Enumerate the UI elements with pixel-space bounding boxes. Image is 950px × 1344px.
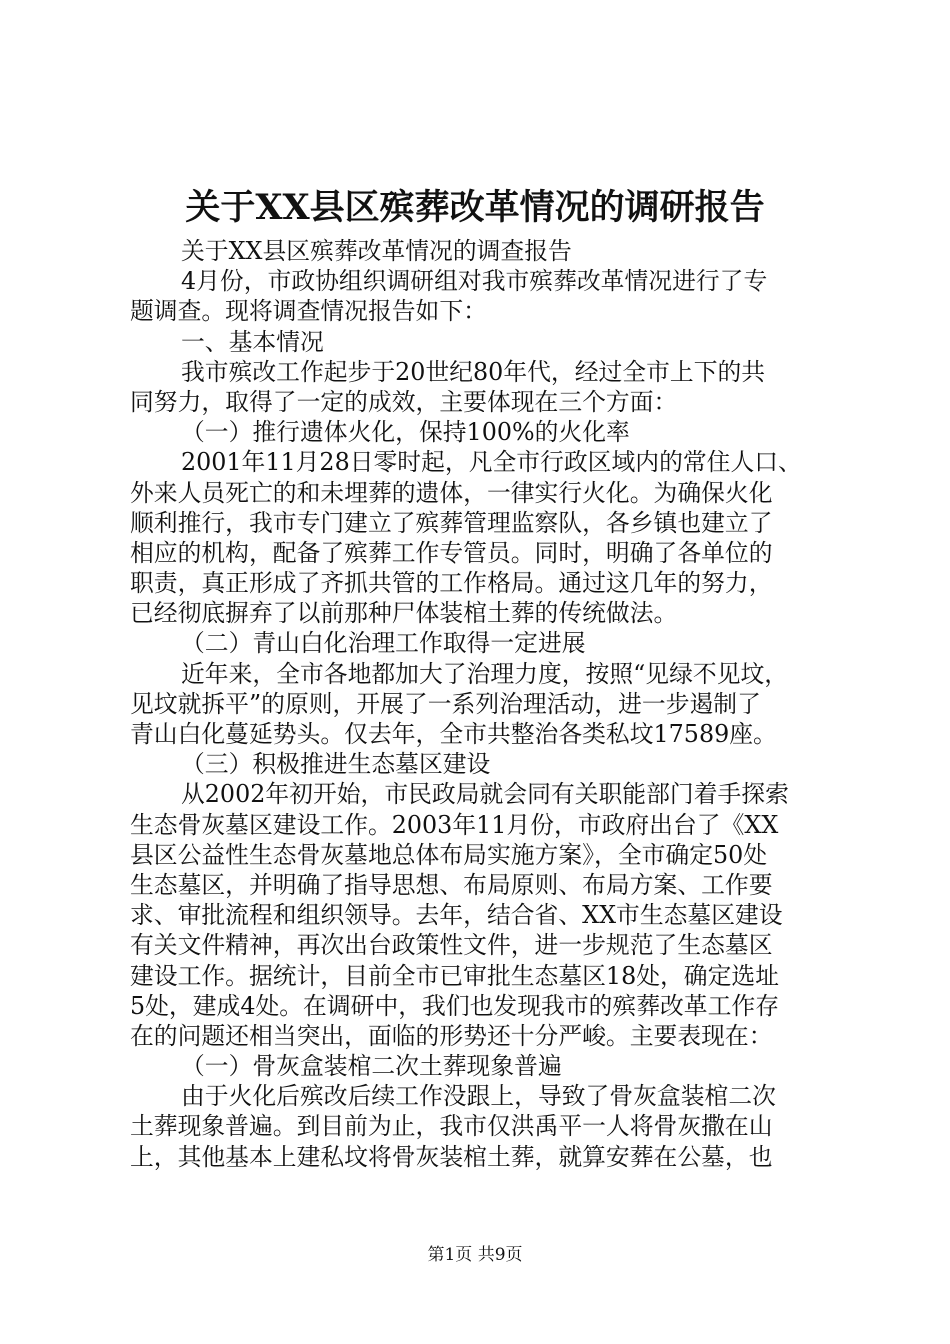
text-line: 县区公益性生态骨灰墓地总体布局实施方案》，全市确定50处 bbox=[130, 840, 768, 869]
text-line: 已经彻底摒弃了以前那种尸体装棺土葬的传统做法。 bbox=[130, 599, 678, 628]
text-line: 4月份，市政协组织调研组对我市殡葬改革情况进行了专 bbox=[181, 267, 768, 296]
document-title: 关于XX县区殡葬改革情况的调研报告 bbox=[185, 187, 765, 228]
text-line: （一）骨灰盒装棺二次土葬现象普遍 bbox=[181, 1052, 562, 1081]
text-line: 生态骨灰墓区建设工作。2003年11月份，市政府出台了《XX bbox=[130, 810, 779, 839]
text-line: 从2002年初开始，市民政局就会同有关职能部门着手探索 bbox=[181, 780, 789, 809]
text-line: 见坟就拆平”的原则，开展了一系列治理活动，进一步遏制了 bbox=[130, 689, 761, 718]
document-body bbox=[130, 236, 830, 1172]
text-line: 生态墓区，并明确了指导思想、布局原则、布局方案、工作要 bbox=[130, 870, 773, 899]
text-line: 题调查。现将调查情况报告如下： bbox=[130, 297, 487, 326]
text-line: （三）积极推进生态墓区建设 bbox=[181, 750, 491, 779]
text-line: 关于XX县区殡葬改革情况的调查报告 bbox=[181, 237, 572, 265]
text-line: 由于火化后殡改后续工作没跟上，导致了骨灰盒装棺二次 bbox=[181, 1082, 776, 1111]
text-line: 外来人员死亡的和未埋葬的遗体，一律实行火化。为确保火化 bbox=[130, 478, 773, 507]
text-line: 求、审批流程和组织领导。去年，结合省、XX市生态墓区建设 bbox=[130, 901, 783, 930]
text-line: 相应的机构，配备了殡葬工作专管员。同时，明确了各单位的 bbox=[130, 538, 773, 567]
text-line: 在的问题还相当突出，面临的形势还十分严峻。主要表现在： bbox=[130, 1021, 773, 1050]
text-line: （二）青山白化治理工作取得一定进展 bbox=[181, 629, 586, 658]
text-line: （一）推行遗体火化，保持100%的火化率 bbox=[181, 418, 630, 447]
text-line: 建设工作。据统计，目前全市已审批生态墓区18处，确定选址 bbox=[130, 961, 779, 990]
text-line: 青山白化蔓延势头。仅去年，全市共整治各类私坟17589座。 bbox=[130, 720, 777, 748]
text-line: 职责，真正形成了齐抓共管的工作格局。通过这几年的努力， bbox=[130, 569, 773, 598]
text-line: 5处，建成4处。在调研中，我们也发现我市的殡葬改革工作存 bbox=[130, 991, 779, 1020]
text-line: 2001年11月28日零时起，凡全市行政区域内的常住人口、 bbox=[181, 448, 802, 477]
text-line: 一、基本情况 bbox=[181, 327, 324, 356]
text-line: 近年来，全市各地都加大了治理力度，按照“见绿不见坟， bbox=[181, 659, 789, 688]
page-footer: 第1页 共9页 bbox=[427, 1245, 523, 1265]
text-line: 同努力，取得了一定的成效，主要体现在三个方面： bbox=[130, 387, 678, 416]
text-line: 顺利推行，我市专门建立了殡葬管理监察队，各乡镇也建立了 bbox=[130, 508, 773, 537]
text-line: 有关文件精神，再次出台政策性文件，进一步规范了生态墓区 bbox=[130, 931, 773, 960]
text-line: 上，其他基本上建私坟将骨灰装棺土葬，就算安葬在公墓，也 bbox=[130, 1142, 773, 1171]
text-line: 我市殡改工作起步于20世纪80年代，经过全市上下的共 bbox=[181, 357, 766, 386]
text-line: 土葬现象普遍。到目前为止，我市仅洪禹平一人将骨灰撒在山 bbox=[130, 1112, 773, 1141]
